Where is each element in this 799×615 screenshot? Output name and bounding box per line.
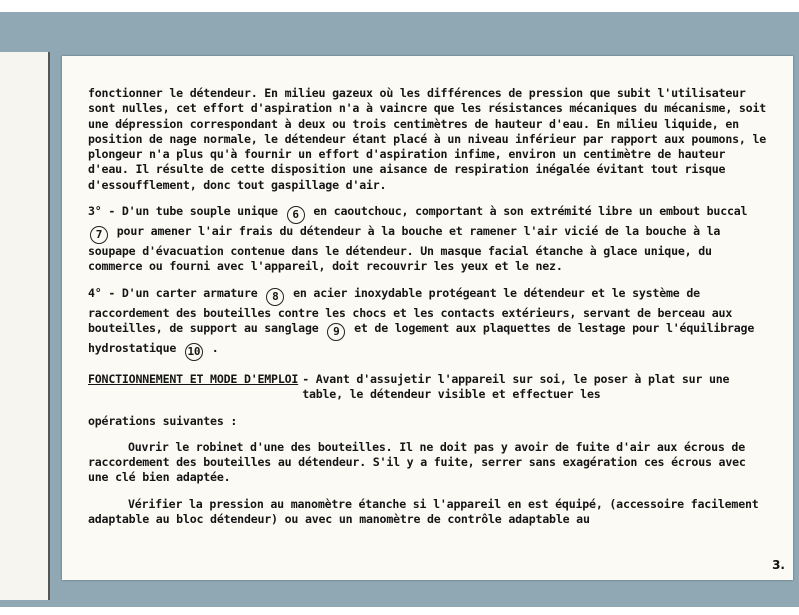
item-4-text-d: . <box>211 340 219 355</box>
paragraph-intro: fonctionner le détendeur. En milieu gazeux où les différences de pression que subit l'utilisateur sont nulles, cet effort d'aspiration n'a à vaincre que les résistances mécaniques du mécanisme, soit une dépression correspondant à deux ou trois centimètres de hauteur d'eau. En milieu liquide, en position de nage normale, le détendeur étant placé à un niveau inférieur par rapport aux poumons, le plongeur n'a plus qu'à fournir un effort d'aspiration infime, environ un centimètre de hauteur d'eau. Il résulte de cette disposition une aisance de respiration inégalée évitant tout risque d'essoufflement, donc tout gaspillage d'air. <box>88 86 767 192</box>
document-page <box>62 56 793 580</box>
callout-8: 8 <box>266 288 284 306</box>
item-4-text-b: en acier inoxydable protégeant le détendeur et le système de raccordement des bouteilles contre les chocs et les contacts extérieurs, servant de berceau aux bouteilles, de support au sanglage <box>88 285 733 335</box>
page-text <box>88 86 768 527</box>
section-heading: FONCTIONNEMENT ET MODE D'EMPLOI <box>88 371 299 386</box>
callout-6: 6 <box>287 206 305 224</box>
callout-9: 9 <box>327 323 345 341</box>
item-4-text-c: et de logement aux plaquettes de lestage pour l'équilibrage hydrostatique <box>88 320 755 355</box>
item-4-text-a: 4° - D'un carter armature <box>88 285 258 300</box>
item-3-text-b: en caoutchouc, comportant à son extrémité libre un embout buccal <box>313 204 748 219</box>
callout-7: 7 <box>90 226 108 244</box>
callout-10: 10 <box>185 343 203 361</box>
item-3-text-c: pour amener l'air frais du détendeur à la bouche et ramener l'air vicié de la bouche à la soupape d'évacuation contenue dans le détendeur. Un masque facial étanche à glace unique, du commerce ou fourni avec l'appareil, doit recouvrir les yeux et le nez. <box>88 224 721 274</box>
section-heading-text: - Avant d'assujetir l'appareil sur soi, le poser à plat sur une table, le détendeur visible et effectuer les <box>302 371 730 402</box>
paragraph-ouvrir: Ouvrir le robinet d'une des bouteilles. Il ne doit pas y avoir de fuite d'air aux écrous de raccordement des bouteilles au détendeur. S'il y a fuite, serrer sans exagération ces écrous avec une clé bien adaptée. <box>88 439 746 485</box>
item-4 <box>88 286 768 361</box>
item-3-text-a: 3° - D'un tube souple unique <box>88 204 278 219</box>
section-heading-row <box>88 372 768 403</box>
paragraph-verifier: Vérifier la pression au manomètre étanche si l'appareil en est équipé, (accessoire facilement adaptable au bloc détendeur) ou avec un manomètre de contrôle adaptable au <box>88 496 759 527</box>
item-3 <box>88 204 768 275</box>
left-page-edge <box>0 52 50 600</box>
paragraph-operations: opérations suivantes : <box>88 413 238 428</box>
page-number: 3. <box>772 558 785 572</box>
